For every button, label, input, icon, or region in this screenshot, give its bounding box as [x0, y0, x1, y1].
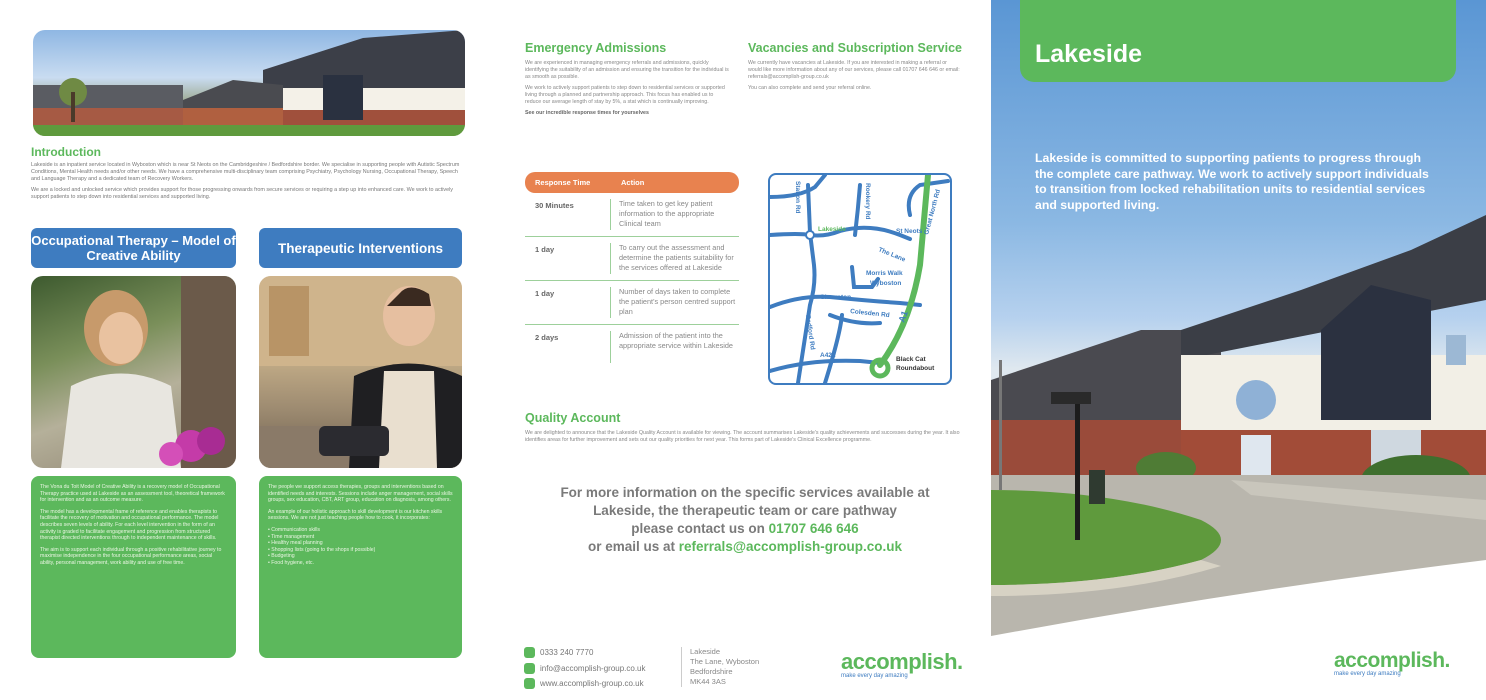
contact-text: or email us at — [587, 539, 679, 554]
back-cover-footer — [495, 630, 991, 700]
map-label: Rookery Rd — [864, 183, 871, 220]
vacancies-heading: Vacancies and Subscription Service — [748, 41, 962, 55]
vacancies-text — [748, 60, 960, 96]
contact-line: Lakeside, the therapeutic team or care pathway — [593, 503, 897, 518]
accomplish-logo — [1334, 649, 1450, 677]
list-item: • Budgeting — [268, 553, 295, 560]
emergency-paragraph: We work to actively support patients to step down to residential services or supported living through a planned and partnership approach. This focus has enabled us to reduce our average length of stay by 5%, a stat which is continually improving. — [525, 85, 725, 105]
map-label: Wyboston — [870, 280, 902, 287]
action-cell: To carry out the assessment and determine the patients suitability for the services offered at Lakeside — [619, 243, 734, 272]
quality-account-text: We are delighted to announce that the Lakeside Quality Account is available for viewing. The account summarises Lakeside's quality achievements and successes during the year. It also identifies areas for further improvement and sets out our quality priorities for next year. This forms part of Lakeside's Clinical Excellence programme. — [525, 430, 960, 443]
column-header-action: Action — [621, 178, 645, 187]
globe-icon — [524, 678, 535, 689]
map-label: Roundabout — [896, 365, 935, 372]
response-time-cell: 1 day — [525, 287, 611, 318]
ot-paragraph: The Vona du Toit Model of Creative Ability is a recovery model of Occupational Therapy practice used at Lakeside as an assessment tool, theoretical framework for intervention and as an outcome measure. — [40, 484, 225, 504]
response-time-cell: 1 day — [525, 243, 611, 274]
address-line: The Lane, Wyboston — [690, 657, 760, 666]
emergency-paragraph: We are experienced in managing emergency referrals and admissions, quickly identifying the suitability of an admission and ensuring the transition for the individual is as smooth as possible. — [525, 60, 729, 80]
map-label: A421 — [820, 352, 836, 359]
contact-line-phone — [525, 520, 965, 538]
action-cell: Number of days taken to complete the patient's person centred support plan — [619, 287, 736, 316]
list-item: • Shopping lists (going to the shops if possible) — [268, 546, 376, 553]
lakeside-building-illustration — [991, 0, 1486, 636]
location-map — [768, 173, 952, 385]
response-times-link[interactable]: See our incredible response times for yourselves — [525, 110, 649, 116]
building-illustration — [33, 30, 465, 136]
map-label: St Neots — [896, 228, 923, 235]
therapeutic-interventions-text-box — [259, 476, 462, 658]
logo-wordmark: accomplish. — [841, 649, 963, 674]
introduction-text — [31, 162, 463, 205]
table-row — [525, 193, 739, 237]
list-item: • Communication skills — [268, 526, 320, 533]
map-label: Great North Rd — [923, 188, 942, 236]
list-item: • Food hygiene, etc. — [268, 559, 314, 566]
response-time-cell: 30 Minutes — [525, 199, 611, 230]
contact-line-email — [525, 538, 965, 556]
woman-with-flowers-illustration — [31, 276, 236, 468]
vacancies-paragraph: We currently have vacancies at Lakeside. If you are interested in making a referral or would like more information about any of our services, please call 01707 646 646 or email: referrals@accomplish-group.co.uk — [748, 60, 960, 80]
contact-email-link[interactable]: referrals@accomplish-group.co.uk — [678, 539, 903, 554]
cover-photo — [991, 0, 1486, 636]
map-label: Black Cat — [896, 356, 926, 363]
column-header-response-time: Response Time — [535, 178, 591, 187]
accomplish-logo — [841, 649, 963, 679]
man-in-kitchen-illustration — [259, 276, 462, 468]
table-row — [525, 237, 739, 281]
map-label: Station Rd — [794, 181, 801, 214]
action-cell: Time taken to get key patient information to the appropriate Clinical team — [619, 199, 715, 228]
footer-phone-text: 0333 240 7770 — [540, 648, 594, 657]
email-icon — [524, 663, 535, 674]
phone-icon — [524, 647, 535, 658]
footer-email-text: info@accomplish-group.co.uk — [540, 664, 646, 673]
ti-paragraph: An example of our holistic approach to skill development is our kitchen skills sessions. We are not just teaching people how to cook, it incorporates: — [268, 508, 443, 522]
list-item: • Time management — [268, 533, 315, 540]
address-line: Bedfordshire — [690, 667, 733, 676]
introduction-paragraph: We are a locked and unlocked service which provides support for those progressing onwards from secure services or requiring a step up into enhanced care. We work to actively support patients to step down into residential services and supported living. — [31, 187, 453, 200]
emergency-admissions-heading: Emergency Admissions — [525, 41, 667, 55]
occupational-therapy-heading: Occupational Therapy – Model of Creative Ability — [31, 228, 236, 268]
introduction-paragraph: Lakeside is an inpatient service located in Wyboston which is near St Neots on the Cambridgeshire / Bedfordshire border. We specialise in supporting people with Autistic Spectrum Conditions, Mental Health needs and/or other needs. We have a comprehensive multi-disciplinary team comprising Psychiatry, Psychology Nursing, Occupational Therapy, Speech and Language Therapy and a dedicated team of Recovery Workers. — [31, 162, 460, 182]
action-cell: Admission of the patient into the appropriate service within Lakeside — [619, 331, 733, 350]
cover-title: Lakeside — [1035, 40, 1143, 68]
therapeutic-interventions-heading: Therapeutic Interventions — [259, 228, 462, 268]
response-time-cell: 2 days — [525, 331, 611, 363]
contact-call-to-action — [525, 484, 965, 556]
contact-phone-link[interactable]: 01707 646 646 — [768, 521, 859, 536]
map-label: Chawston — [820, 294, 852, 301]
ot-paragraph: The model has a developmental frame of reference and enables therapists to facilitate the recovery of motivation and occupational performance. The model describes seven levels of ability. For each level intervention in the form of an activity is graded to facilitate engagement and progression from structured therapist directed interventions through to independent maintenance of skills. — [40, 508, 219, 542]
road-map-illustration — [770, 175, 950, 383]
vacancies-paragraph: You can also complete and send your referral online. — [748, 85, 872, 91]
contact-text: please contact us on — [631, 521, 769, 536]
ot-paragraph: The aim is to support each individual through a positive rehabilitative journey to maximise independence in the four occupational performance areas, social ability, personal management, work ability and use of free time. — [40, 546, 222, 566]
map-label: Colesden Rd — [849, 308, 891, 320]
contact-line: For more information on the specific services available at — [560, 485, 930, 500]
introduction-heading: Introduction — [31, 145, 101, 159]
map-label: A1 — [896, 309, 910, 324]
inside-left-panel — [0, 0, 495, 700]
address-line: Lakeside — [690, 647, 721, 656]
map-label: Morris Walk — [866, 270, 903, 277]
table-header — [525, 172, 739, 193]
quality-account-heading: Quality Account — [525, 411, 621, 425]
logo-wordmark: accomplish. — [1334, 649, 1450, 672]
map-label: Bedford Rd — [804, 314, 816, 351]
occupational-therapy-photo — [31, 276, 236, 468]
table-row — [525, 325, 739, 369]
kitchen-skills-list — [268, 527, 453, 567]
footer-website[interactable] — [524, 678, 644, 689]
footer-web-text: www.accomplish-group.co.uk — [540, 679, 644, 688]
emergency-admissions-text — [525, 60, 730, 121]
front-cover-panel — [991, 0, 1486, 700]
response-times-table — [525, 172, 739, 369]
inside-middle-panel — [495, 0, 991, 700]
occupational-therapy-text-box — [31, 476, 236, 658]
table-row — [525, 281, 739, 325]
cover-description: Lakeside is committed to supporting patients to progress through the complete care pathway. We work to actively support individuals to transition from locked rehabilitation units to residential services and supported living. — [1035, 151, 1429, 212]
address-line: MK44 3AS — [690, 677, 726, 686]
therapeutic-interventions-photo — [259, 276, 462, 468]
logo-tagline: make every day amazing — [841, 673, 908, 679]
postal-address — [681, 647, 759, 687]
map-label: The Lane — [877, 246, 907, 264]
ti-paragraph: The people we support access therapies, groups and interventions based on identified needs and interests. Sessions include anger management, social skills groups, sex education, CBT, ART group, education on diagnosis, among others. — [268, 484, 453, 504]
building-exterior-photo — [33, 30, 465, 136]
footer-phone[interactable] — [524, 647, 593, 658]
logo-tagline: make every day amazing — [1334, 671, 1401, 677]
list-item: • Healthy meal planning — [268, 540, 323, 547]
map-label: Lakeside — [818, 226, 846, 233]
footer-email[interactable] — [524, 663, 646, 674]
